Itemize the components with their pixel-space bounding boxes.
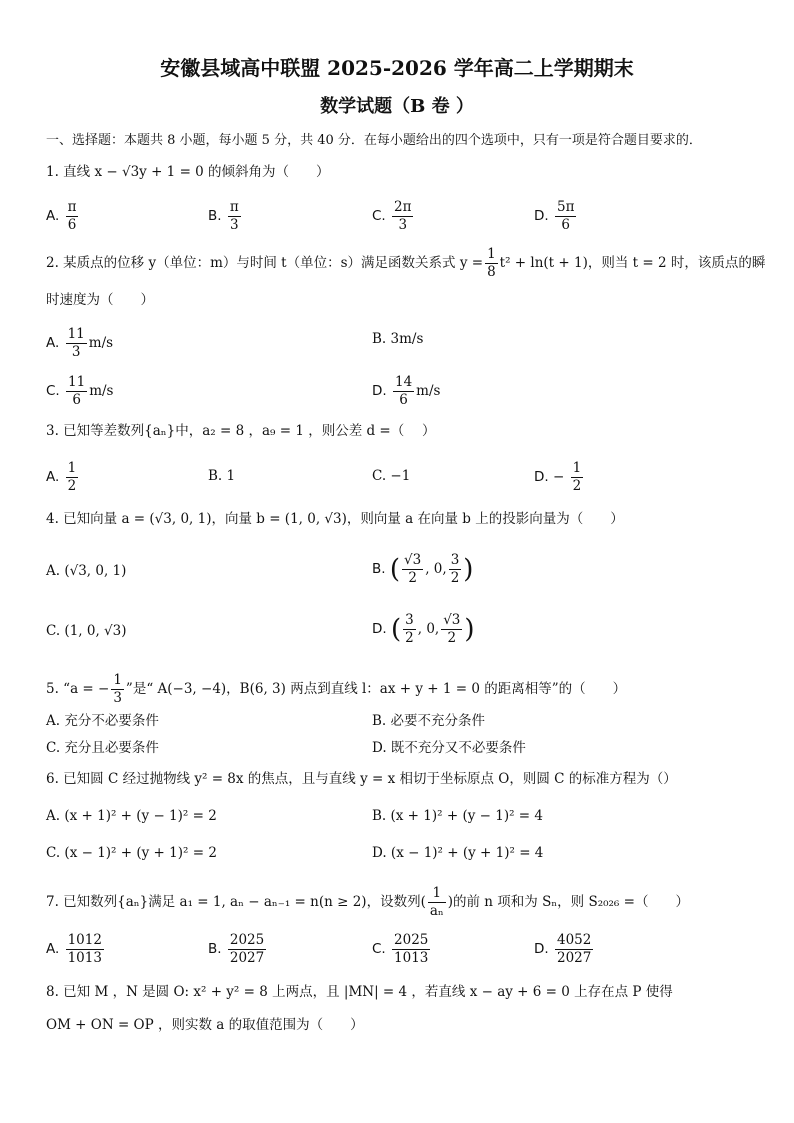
q5-option-b: B. 必要不充分条件 [372,713,486,729]
q7-option-b: B. $\frac{2025}{2027}$ [208,932,265,966]
question-7-stem: 7. 已知数列{aₙ}满足 a₁ = 1, aₙ − aₙ₋₁ = n(n ≥ 2)，设数列( $\frac{1}{\text{aₙ}}$ )的前 n 项和为 Sₙ，则 S₂₀₂₆ =（ ） [46,885,689,919]
q7-d-fraction: $\frac{4052}{2027}$ [556,932,592,966]
q2-c-fraction: $\frac{11}{6}$ [68,374,86,408]
q7-option-d: D. $\frac{4052}{2027}$ [534,932,592,966]
q1-option-b: B. $\frac{\pi}{3}$ [208,199,239,233]
q2-d-fraction: $\frac{14}{6}$ [394,374,413,408]
q3-d-fraction: $\frac{1}{2}$ [572,460,582,494]
q7-b-fraction: $\frac{2025}{2027}$ [229,932,265,966]
question-5-stem: 5. “a = − $\frac{1}{3}$ ”是“ A(−3, −4)，B(6, 3) 两点到直线 l：ax + y + 1 = 0 的距离相等”的（ ） [46,672,627,706]
q7-stem-fraction: $\frac{1}{\text{aₙ}}$ [429,885,444,919]
q3-option-b: B. 1 [208,468,236,484]
q2-option-d: D. $\frac{14}{6}$ m/s [372,374,441,408]
q1-b-fraction: $\frac{\pi}{3}$ [229,199,239,233]
q7-c-fraction: $\frac{2025}{1013}$ [394,932,429,966]
q3-a-fraction: $\frac{1}{2}$ [67,460,77,494]
question-6-stem: 6. 已知圆 C 经过抛物线 y² = 8x 的焦点，且与直线 y = x 相切于坐标原点 O，则圆 C 的标准方程为（） [46,771,677,787]
q2-option-c: C. $\frac{11}{6}$ m/s [46,374,114,408]
q3-option-d: D. − $\frac{1}{2}$ [534,460,582,494]
q1-d-fraction: $\frac{5\pi}{6}$ [556,199,575,233]
q1-c-fraction: $\frac{2\pi}{3}$ [394,199,412,233]
q4-option-b: B. ( $\frac{√3}{2}$ , 0, $\frac{3}{2}$ ) [372,552,474,586]
q6-option-a: A. (x + 1)² + (y − 1)² = 2 [46,808,217,824]
question-1-stem: 1. 直线 x − √3y + 1 = 0 的倾斜角为（ ） [46,164,330,180]
q3-option-c: C. −1 [372,468,411,484]
exam-subtitle: 数学试题（B 卷 ） [320,96,474,117]
q6-option-c: C. (x − 1)² + (y + 1)² = 2 [46,845,217,861]
question-2-stem-cont: 时速度为（ ） [46,292,154,308]
q1-a-fraction: $\frac{\pi}{6}$ [67,199,77,233]
q1-option-c: C. $\frac{2\pi}{3}$ [372,199,412,233]
q7-a-fraction: $\frac{1012}{1013}$ [67,932,102,966]
q2-option-b: B. 3m/s [372,331,424,347]
q4-d-frac1: $\frac{3}{2}$ [405,612,414,646]
q7-option-c: C. $\frac{2025}{1013}$ [372,932,429,966]
question-2-stem: 2. 某质点的位移 y（单位：m）与时间 t（单位：s）满足函数关系式 y = $\frac{1}{8}$ t² + ln(t + 1)，则当 t = 2 时，该质点的瞬 [46,246,766,280]
q6-option-d: D. (x − 1)² + (y + 1)² = 4 [372,845,544,861]
exam-title: 安徽县域高中联盟 2025-2026 学年高二上学期期末 [160,56,634,80]
q5-stem-fraction: $\frac{1}{3}$ [113,672,122,706]
q2-option-a: A. $\frac{11}{3}$ m/s [46,326,114,360]
q1-option-a: A. $\frac{\pi}{6}$ [46,199,77,233]
q1-option-d: D. $\frac{5\pi}{6}$ [534,199,575,233]
q5-option-d: D. 既不充分又不必要条件 [372,740,526,756]
question-8-stem-cont: OM + ON = OP ，则实数 a 的取值范围为（ ） [46,1017,364,1033]
question-8-stem: 8. 已知 M ，N 是圆 O: x² + y² = 8 上两点，且 |MN| = 4 ，若直线 x − ay + 6 = 0 上存在点 P 使得 [46,984,673,1000]
q4-option-a: A. (√3, 0, 1) [46,563,127,579]
q2-a-fraction: $\frac{11}{3}$ [67,326,85,360]
q5-option-a: A. 充分不必要条件 [46,713,159,729]
q4-b-frac2: $\frac{3}{2}$ [450,552,460,586]
q4-d-frac2: $\frac{√3}{2}$ [443,612,461,646]
q4-b-frac1: $\frac{√3}{2}$ [404,552,422,586]
question-4-stem: 4. 已知向量 a = (√3, 0, 1)，向量 b = (1, 0, √3)，则向量 a 在向量 b 上的投影向量为（ ） [46,511,624,527]
q7-option-a: A. $\frac{1012}{1013}$ [46,932,102,966]
section-heading: 一、选择题：本题共 8 小题，每小题 5 分，共 40 分．在每小题给出的四个选项中，只有一项是符合题目要求的． [46,133,702,148]
q3-option-a: A. $\frac{1}{2}$ [46,460,77,494]
q6-option-b: B. (x + 1)² + (y − 1)² = 4 [372,808,543,824]
q5-option-c: C. 充分且必要条件 [46,740,159,756]
q2-stem-fraction: $\frac{1}{8}$ [487,246,496,280]
question-3-stem: 3. 已知等差数列{aₙ}中，a₂ = 8 ，a₉ = 1 ，则公差 d =（ ） [46,423,436,439]
q4-option-d: D. ( $\frac{3}{2}$ , 0, $\frac{√3}{2}$ ) [372,612,475,646]
q4-option-c: C. (1, 0, √3) [46,623,127,639]
